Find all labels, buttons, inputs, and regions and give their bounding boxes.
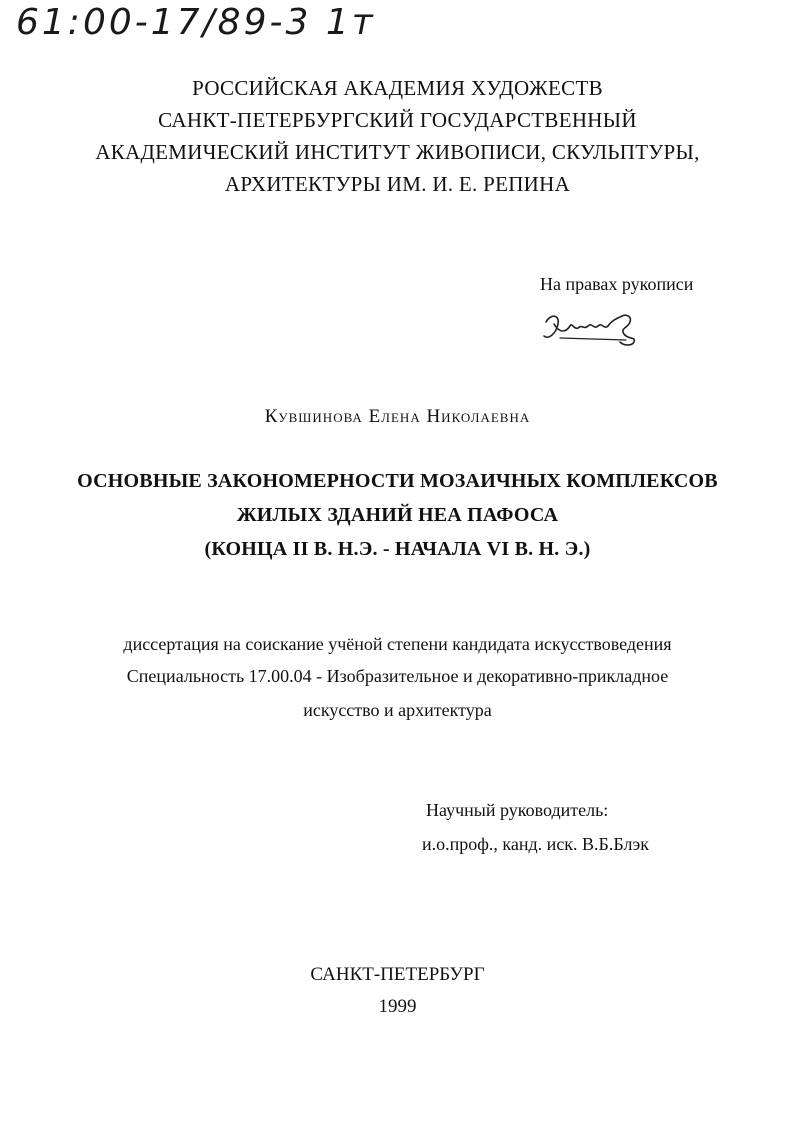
dissertation-degree: диссертация на соискание учёной степени кандидата искусствоведения [123,634,672,654]
author-signature [540,306,640,348]
dissertation-specialty: Специальность 17.00.04 - Изобразительное и декоративно-прикладное [126,666,669,686]
institution-line-2: САНКТ-ПЕТЕРБУРГСКИЙ ГОСУДАРСТВЕННЫЙ [158,108,637,132]
year: 1999 [378,996,417,1017]
supervisor-label: Научный руководитель: [426,800,609,820]
handwritten-archive-code: 61:00-17/89-3 1т [16,2,376,43]
supervisor-name: и.о.проф., канд. иск. В.Б.Блэк [422,834,649,854]
institution-line-3: АКАДЕМИЧЕСКИЙ ИНСТИТУТ ЖИВОПИСИ, СКУЛЬПТУРЫ, [95,140,700,164]
title-line-2: ЖИЛЫХ ЗДАНИЙ НЕА ПАФОСА [236,504,559,526]
title-line-3: (КОНЦА II В. Н.Э. - НАЧАЛА VI В. Н. Э.) [204,538,591,560]
city: САНКТ-ПЕТЕРБУРГ [310,964,485,985]
manuscript-rights-note: На правах рукописи [540,274,694,294]
author-name: Кувшинова Елена Николаевна [264,406,531,427]
title-line-1: ОСНОВНЫЕ ЗАКОНОМЕРНОСТИ МОЗАИЧНЫХ КОМПЛЕКСОВ [77,470,718,492]
institution-line-4: АРХИТЕКТУРЫ ИМ. И. Е. РЕПИНА [224,172,571,196]
institution-line-1: РОССИЙСКАЯ АКАДЕМИЯ ХУДОЖЕСТВ [192,76,603,100]
dissertation-specialty-cont: искусство и архитектура [303,700,492,720]
